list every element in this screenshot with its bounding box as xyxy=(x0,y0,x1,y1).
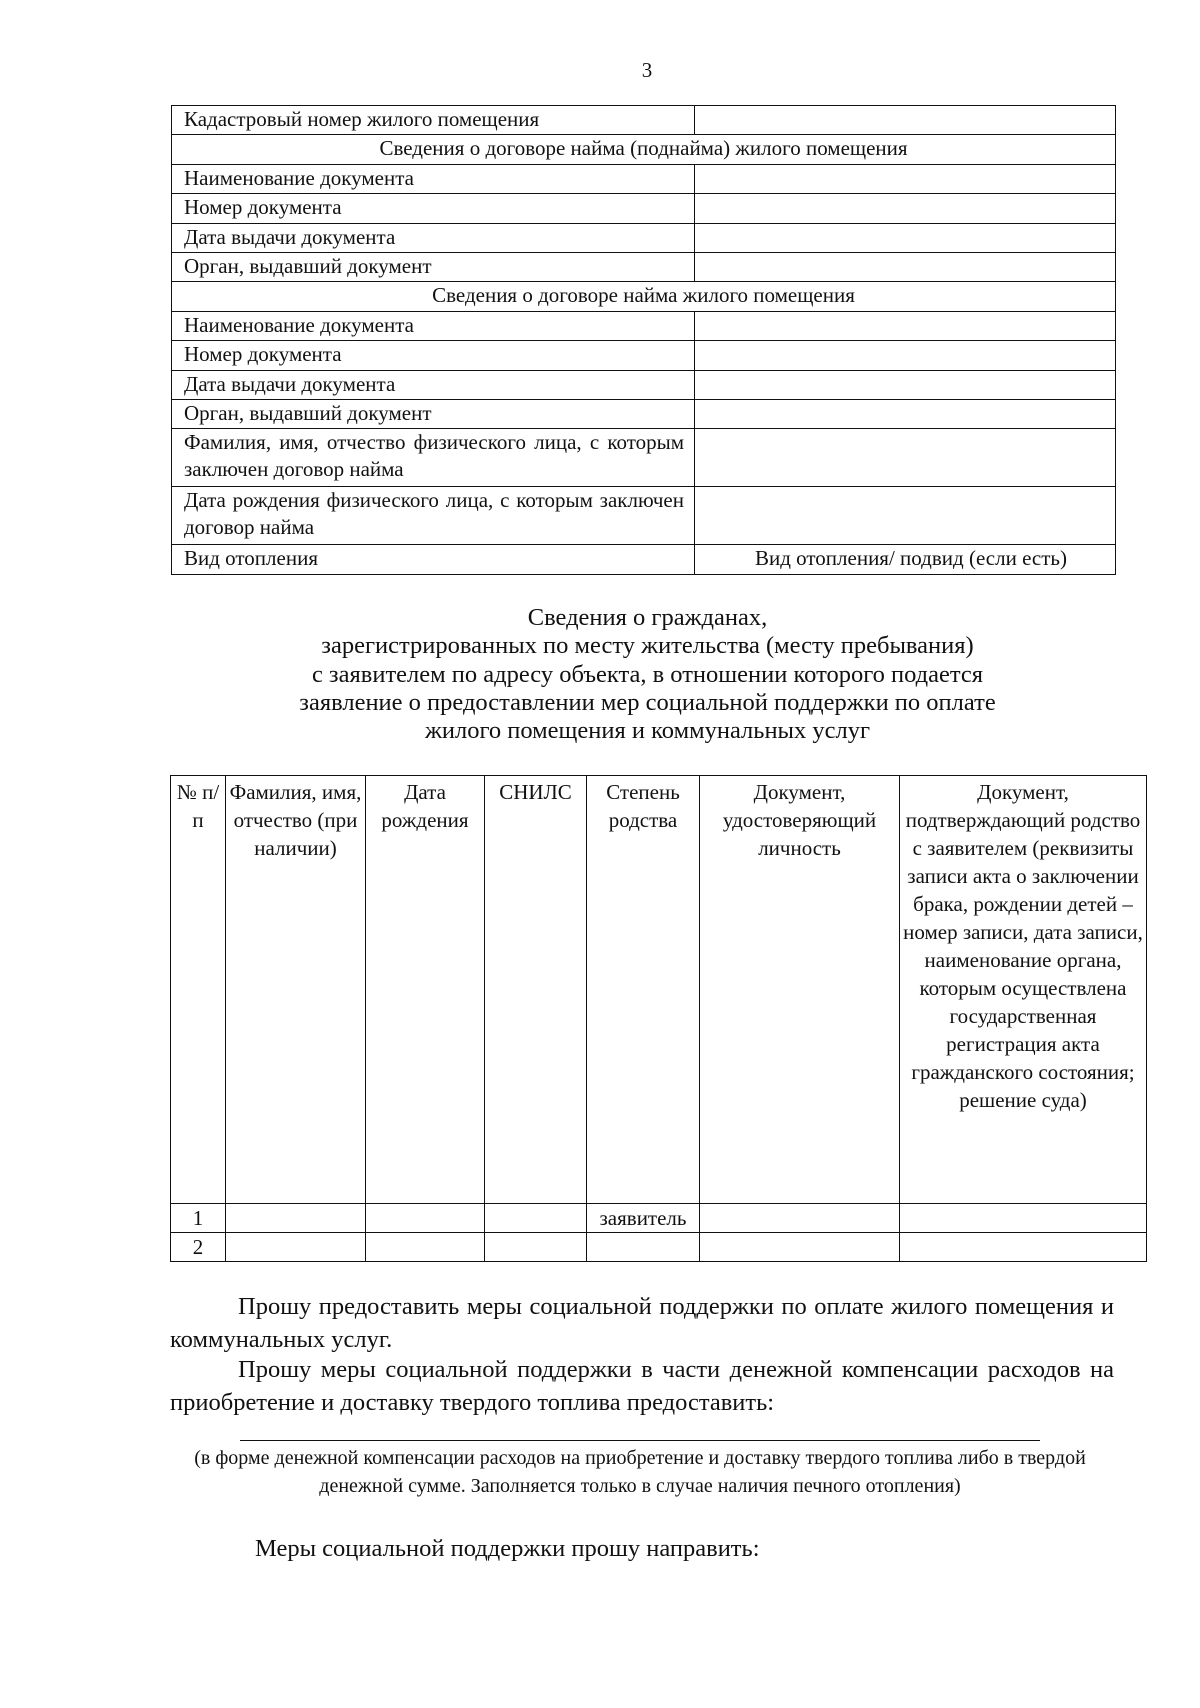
header-birth-date: Дата рождения xyxy=(366,776,485,1204)
cell-snils[interactable] xyxy=(485,1204,587,1233)
field-value[interactable] xyxy=(695,399,1116,428)
table-row xyxy=(172,370,1116,399)
citizens-table xyxy=(170,775,1147,1262)
field-value[interactable] xyxy=(695,164,1116,193)
section-title: Сведения о договоре найма (поднайма) жилого помещения xyxy=(172,135,1116,164)
field-value[interactable] xyxy=(695,487,1116,545)
cell-relationship[interactable] xyxy=(587,1233,700,1262)
section-header-row xyxy=(172,282,1116,311)
field-label: Фамилия, имя, отчество физического лица, с которым заключен договор найма xyxy=(172,429,695,487)
table-row xyxy=(172,487,1116,545)
field-value[interactable] xyxy=(695,106,1116,135)
field-value: Вид отопления/ подвид (если есть) xyxy=(695,545,1116,574)
heading-line: с заявителем по адресу объекта, в отношении которого подается xyxy=(311,660,984,688)
cell-birth-date[interactable] xyxy=(366,1204,485,1233)
heading-line: заявление о предоставлении мер социальной поддержки по оплате xyxy=(299,688,996,716)
table-row xyxy=(171,1204,1147,1233)
citizens-section-heading xyxy=(170,604,1125,745)
field-value[interactable] xyxy=(695,252,1116,281)
field-label: Орган, выдавший документ xyxy=(172,252,695,281)
header-kinship-document: Документ, подтверждающий родство с заявителем (реквизиты записи акта о заключении брака, рождении детей – номер записи, дата записи, наименование органа, которым осуществлена государственная регистрация акта гражданского состояния; решение суда) xyxy=(900,776,1147,1204)
request-paragraph-3: Меры социальной поддержки прошу направить: xyxy=(255,1535,760,1562)
cell-full-name[interactable] xyxy=(226,1204,366,1233)
field-value[interactable] xyxy=(695,194,1116,223)
heading-line: зарегистрированных по месту жительства (месту пребывания) xyxy=(321,632,974,660)
header-relationship: Степень родства xyxy=(587,776,700,1204)
field-label: Номер документа xyxy=(172,194,695,223)
section-header-row xyxy=(172,135,1116,164)
fill-in-line[interactable] xyxy=(240,1440,1040,1441)
page-number: 3 xyxy=(641,58,653,82)
header-number: № п/п xyxy=(171,776,226,1204)
cell-identity-document[interactable] xyxy=(700,1233,900,1262)
header-identity-document: Документ, удостоверяющий личность xyxy=(700,776,900,1204)
table-row xyxy=(172,164,1116,193)
cell-number: 2 xyxy=(171,1233,226,1262)
field-label: Орган, выдавший документ xyxy=(172,399,695,428)
cell-snils[interactable] xyxy=(485,1233,587,1262)
field-label: Номер документа xyxy=(172,341,695,370)
field-value[interactable] xyxy=(695,429,1116,487)
table-row xyxy=(172,194,1116,223)
table-row xyxy=(171,1233,1147,1262)
fill-in-note: (в форме денежной компенсации расходов на приобретение и доставку твердого топлива либо в твердой денежной сумме. Заполняется только в случае наличия печного отопления) xyxy=(194,1447,1086,1497)
table-row xyxy=(172,341,1116,370)
field-value[interactable] xyxy=(695,341,1116,370)
header-full-name: Фамилия, имя, отчество (при наличии) xyxy=(226,776,366,1204)
field-label: Наименование документа xyxy=(172,164,695,193)
table-row xyxy=(172,223,1116,252)
request-paragraph-1: Прошу предоставить меры социальной поддержки по оплате жилого помещения и коммунальных услуг. xyxy=(170,1293,1114,1353)
table-row xyxy=(172,252,1116,281)
cell-full-name[interactable] xyxy=(226,1233,366,1262)
field-value[interactable] xyxy=(695,370,1116,399)
table-header-row xyxy=(171,776,1147,1204)
housing-info-table xyxy=(171,105,1116,575)
cell-relationship: заявитель xyxy=(587,1204,700,1233)
heading-line: жилого помещения и коммунальных услуг xyxy=(424,717,871,745)
cell-birth-date[interactable] xyxy=(366,1233,485,1262)
field-value[interactable] xyxy=(695,311,1116,340)
field-label: Вид отопления xyxy=(172,545,695,574)
field-label: Наименование документа xyxy=(172,311,695,340)
cell-number: 1 xyxy=(171,1204,226,1233)
table-row xyxy=(172,545,1116,574)
table-row xyxy=(172,106,1116,135)
request-paragraph-2: Прошу меры социальной поддержки в части денежной компенсации расходов на приобретение и доставку твердого топлива предоставить: xyxy=(170,1356,1114,1416)
table-row xyxy=(172,399,1116,428)
field-label: Дата выдачи документа xyxy=(172,223,695,252)
cell-kinship-document[interactable] xyxy=(900,1233,1147,1262)
heading-line: Сведения о гражданах, xyxy=(527,604,768,631)
section-title: Сведения о договоре найма жилого помещения xyxy=(172,282,1116,311)
field-label: Дата рождения физического лица, с которым заключен договор найма xyxy=(172,487,695,545)
cell-identity-document[interactable] xyxy=(700,1204,900,1233)
field-label: Дата выдачи документа xyxy=(172,370,695,399)
cell-kinship-document[interactable] xyxy=(900,1204,1147,1233)
field-label: Кадастровый номер жилого помещения xyxy=(172,106,695,135)
field-value[interactable] xyxy=(695,223,1116,252)
table-row xyxy=(172,429,1116,487)
table-row xyxy=(172,311,1116,340)
header-snils: СНИЛС xyxy=(485,776,587,1204)
